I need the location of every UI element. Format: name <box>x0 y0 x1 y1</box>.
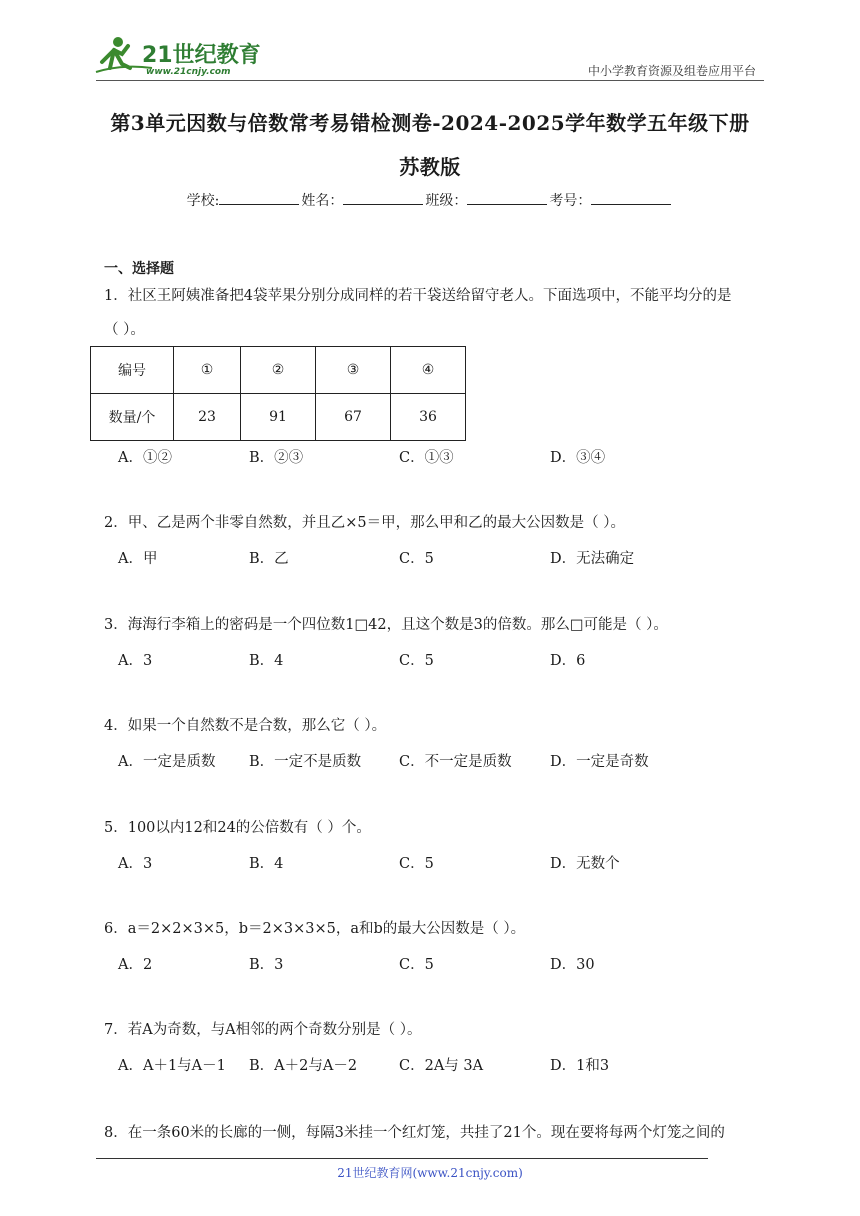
table-cell: ② <box>241 347 316 394</box>
section-title: 一、选择题 <box>104 261 174 277</box>
option-a[interactable]: A．一定是质数 <box>118 754 216 770</box>
option-b[interactable]: B．②③ <box>249 450 304 466</box>
question-7-options <box>118 1054 758 1076</box>
table-cell: 23 <box>174 394 241 441</box>
class-blank <box>467 192 547 205</box>
option-a[interactable]: A．3 <box>118 856 153 872</box>
option-b[interactable]: B．乙 <box>249 551 289 567</box>
question-5-text: 5．100以内12和24的公倍数有（ ）个。 <box>104 820 371 836</box>
table-cell: 数量/个 <box>91 394 174 441</box>
page-title-line2: 苏教版 <box>399 155 461 179</box>
option-d[interactable]: D．1和3 <box>550 1058 610 1074</box>
question-8-text: 8．在一条60米的长廊的一侧，每隔3米挂一个红灯笼，共挂了21个。现在要将每两个灯笼之间的 <box>104 1125 725 1141</box>
question-5-options <box>118 852 758 874</box>
table-cell: 编号 <box>91 347 174 394</box>
option-c[interactable]: C．5 <box>399 551 434 567</box>
logo-wordmark: 21世纪教育 <box>142 43 261 68</box>
option-c[interactable]: C．2A与 3A <box>399 1058 484 1074</box>
question-7-text: 7．若A为奇数，与A相邻的两个奇数分别是（ ）。 <box>104 1022 422 1038</box>
table-cell: 91 <box>241 394 316 441</box>
option-b[interactable]: B．一定不是质数 <box>249 754 362 770</box>
exam-number-blank <box>591 192 671 205</box>
option-b[interactable]: B．4 <box>249 856 284 872</box>
option-a[interactable]: A．①② <box>118 450 172 466</box>
footer-link[interactable]: 21世纪教育网(www.21cnjy.com) <box>337 1166 523 1180</box>
name-label: 姓名： <box>301 193 344 209</box>
question-4-options <box>118 750 758 772</box>
footer-divider <box>96 1158 708 1159</box>
table-row <box>91 347 466 394</box>
option-c[interactable]: C．5 <box>399 653 434 669</box>
table-cell: ③ <box>316 347 391 394</box>
platform-name: 中小学教育资源及组卷应用平台 <box>587 64 756 78</box>
option-a[interactable]: A．3 <box>118 653 153 669</box>
header-divider <box>96 80 764 81</box>
option-c[interactable]: C．①③ <box>399 450 454 466</box>
option-d[interactable]: D．无法确定 <box>550 551 635 567</box>
school-blank <box>219 192 299 205</box>
question-4-text: 4．如果一个自然数不是合数，那么它（ ）。 <box>104 718 387 734</box>
page-title: 第3单元因数与倍数常考易错检测卷-2024-2025学年数学五年级下册 <box>110 111 750 135</box>
question-6-text: 6．a＝2×2×3×5，b＝2×3×3×5，a和b的最大公因数是（ ）。 <box>104 921 526 937</box>
apple-bag-table <box>90 346 466 441</box>
option-d[interactable]: D．6 <box>550 653 586 669</box>
question-6-options <box>118 953 758 975</box>
question-1-text: 1．社区王阿姨准备把4袋苹果分别分成同样的若干袋送给留守老人。下面选项中，不能平均分的是 <box>104 288 732 304</box>
option-d[interactable]: D．一定是奇数 <box>550 754 649 770</box>
option-d[interactable]: D．③④ <box>550 450 606 466</box>
question-2-text: 2．甲、乙是两个非零自然数，并且乙×5＝甲，那么甲和乙的最大公因数是（ ）。 <box>104 515 625 531</box>
logo-url: www.21cnjy.com <box>146 67 231 77</box>
question-3-text: 3．海海行李箱上的密码是一个四位数1□42，且这个数是3的倍数。那么□可能是（ ）。 <box>104 617 668 633</box>
site-logo <box>92 34 262 78</box>
option-a[interactable]: A．A＋1与A－1 <box>118 1058 226 1074</box>
option-c[interactable]: C．不一定是质数 <box>399 754 512 770</box>
table-cell: ④ <box>391 347 466 394</box>
option-a[interactable]: A．2 <box>118 957 153 973</box>
question-1-options <box>118 446 758 468</box>
option-d[interactable]: D．无数个 <box>550 856 620 872</box>
question-3-options <box>118 649 758 671</box>
table-row <box>91 394 466 441</box>
option-b[interactable]: B．4 <box>249 653 284 669</box>
name-blank <box>343 192 423 205</box>
school-label: 学校: <box>186 193 220 209</box>
class-label: 班级： <box>425 193 468 209</box>
question-1-text-cont: （ ）。 <box>104 322 145 338</box>
option-b[interactable]: B．3 <box>249 957 284 973</box>
option-b[interactable]: B．A＋2与A－2 <box>249 1058 358 1074</box>
option-c[interactable]: C．5 <box>399 957 434 973</box>
question-2-options <box>118 547 758 569</box>
option-a[interactable]: A．甲 <box>118 551 158 567</box>
table-cell: 36 <box>391 394 466 441</box>
student-info <box>0 190 860 210</box>
runner-logo-icon <box>92 34 262 78</box>
table-cell: ① <box>174 347 241 394</box>
option-c[interactable]: C．5 <box>399 856 434 872</box>
exam-number-label: 考号： <box>549 193 592 209</box>
option-d[interactable]: D．30 <box>550 957 595 973</box>
table-cell: 67 <box>316 394 391 441</box>
